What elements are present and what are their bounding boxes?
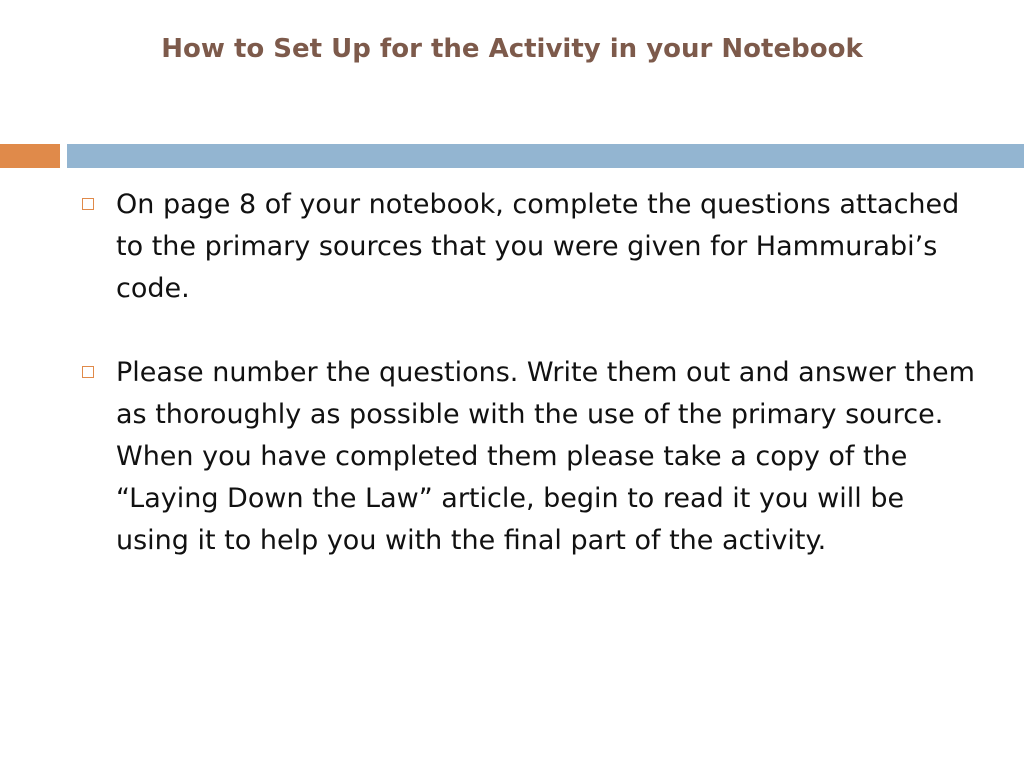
bullet-list xyxy=(78,184,978,562)
bullet-item xyxy=(78,184,978,310)
square-bullet-icon xyxy=(82,366,94,378)
bullet-item xyxy=(78,352,978,562)
slide-title: How to Set Up for the Activity in your Notebook xyxy=(161,34,863,64)
bullet-text: Please number the questions. Write them out and answer them as thoroughly as possible with the use of the primary source. When you have completed them please take a copy of the “Laying Down the Law” article, begin to read it you will be using it to help you with the final part of the activity. xyxy=(116,357,975,556)
bullet-text: On page 8 of your notebook, complete the questions attached to the primary sources that you were given for Hammurabi’s code. xyxy=(116,189,960,304)
accent-bar-blue xyxy=(67,144,1024,168)
square-bullet-icon xyxy=(82,198,94,210)
accent-bar-orange xyxy=(0,144,60,168)
